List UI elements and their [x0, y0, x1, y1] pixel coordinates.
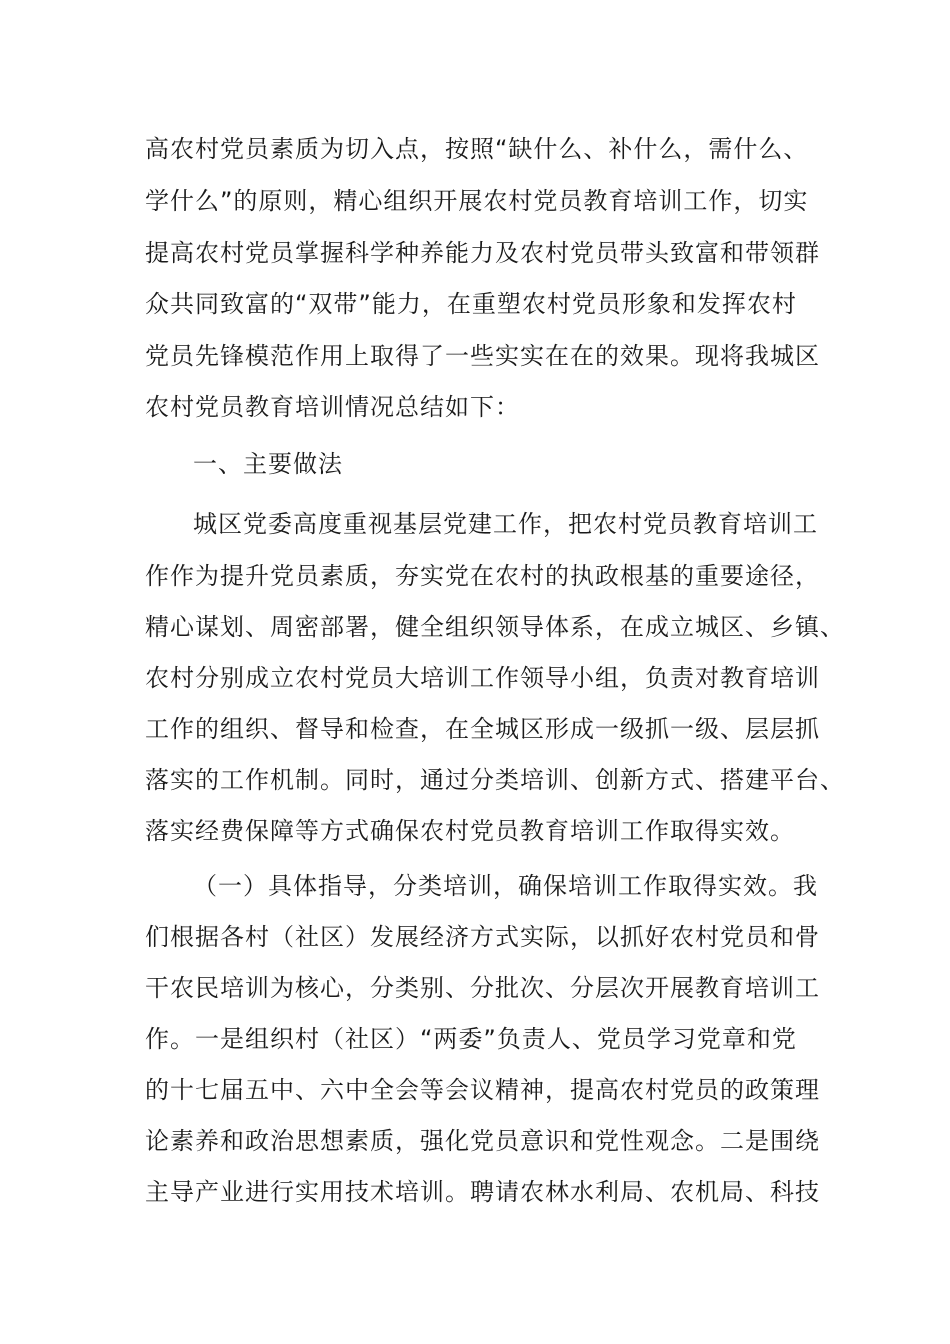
text-line: 众共同致富的“双带”能力，在重塑农村党员形象和发挥农村 — [145, 290, 797, 318]
text-line: 落实的工作机制。同时，通过分类培训、创新方式、搭建平台、 — [145, 766, 845, 794]
text-line: 工作的组织、督导和检查，在全城区形成一级抓一级、层层抓 — [145, 715, 820, 743]
text-line: 作。一是组织村（社区）“两委”负责人、党员学习党章和党 — [145, 1025, 797, 1053]
text-line: 们根据各村（社区）发展经济方式实际，以抓好农村党员和骨 — [145, 923, 820, 951]
text-line: 论素养和政治思想素质，强化党员意识和党性观念。二是围绕 — [145, 1127, 820, 1155]
text-line: 干农民培训为核心，分类别、分批次、分层次开展教育培训工 — [145, 974, 820, 1002]
text-line: 的十七届五中、六中全会等会议精神，提高农村党员的政策理 — [145, 1076, 820, 1104]
text-line: 农村分别成立农村党员大培训工作领导小组，负责对教育培训 — [145, 664, 820, 692]
text-line: 高农村党员素质为切入点，按照“缺什么、补什么，需什么、 — [145, 135, 809, 163]
text-line: 作作为提升党员素质，夯实党在农村的执政根基的重要途径， — [145, 562, 820, 590]
text-line: 学什么”的原则，精心组织开展农村党员教育培训工作，切实 — [145, 187, 809, 215]
text-line: 党员先锋模范作用上取得了一些实实在在的效果。现将我城区 — [145, 342, 820, 370]
text-line: 城区党委高度重视基层党建工作，把农村党员教育培训工 — [193, 510, 818, 538]
text-line: 提高农村党员掌握科学种养能力及农村党员带头致富和带领群 — [145, 239, 820, 267]
section-heading: 一、主要做法 — [193, 450, 343, 478]
text-line: 精心谋划、周密部署，健全组织领导体系，在成立城区、乡镇、 — [145, 613, 845, 641]
text-line: 落实经费保障等方式确保农村党员教育培训工作取得实效。 — [145, 817, 795, 845]
text-line: 主导产业进行实用技术培训。聘请农林水利局、农机局、科技 — [145, 1178, 820, 1206]
subsection-heading: （一）具体指导，分类培训，确保培训工作取得实效。我 — [193, 872, 818, 900]
text-line: 农村党员教育培训情况总结如下： — [145, 393, 520, 421]
